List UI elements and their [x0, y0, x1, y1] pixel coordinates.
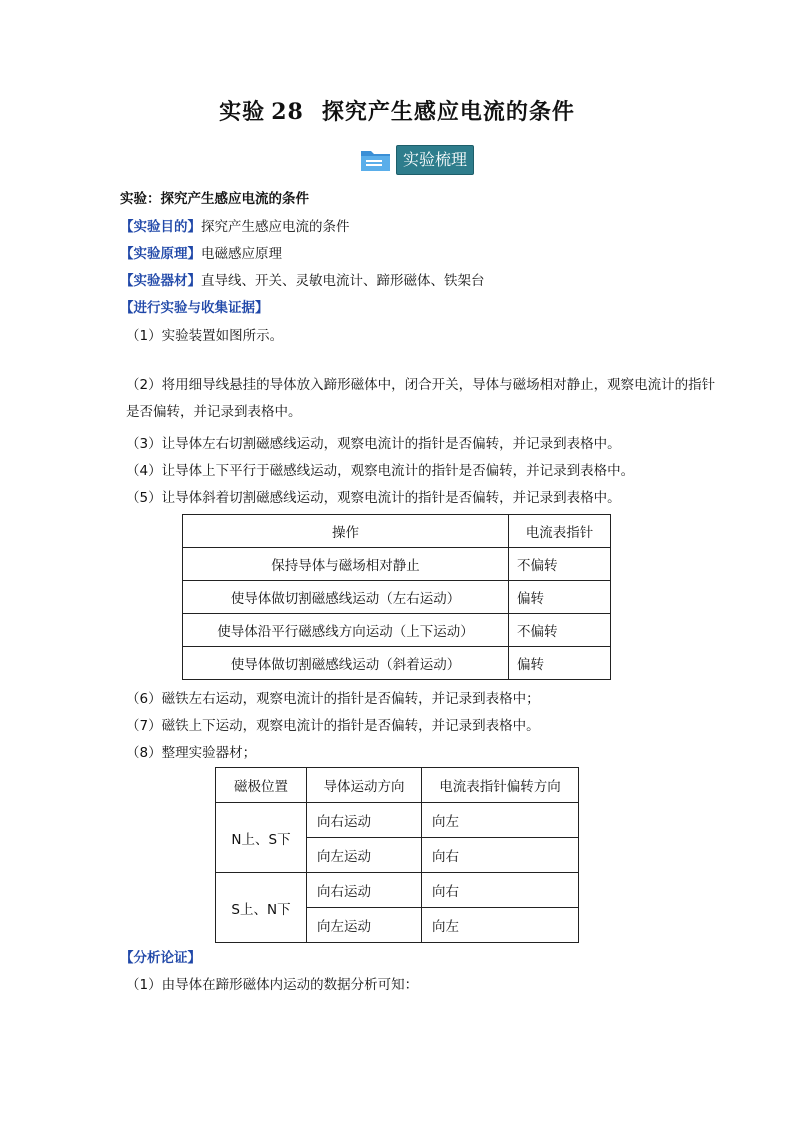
section-badge	[360, 146, 474, 174]
title-text: 探究产生感应电流的条件	[321, 99, 575, 125]
principle-line	[120, 242, 282, 262]
analysis-step-1: （1）由导体在蹄形磁体内运动的数据分析可知：	[126, 977, 419, 993]
table-cell: 偏转	[509, 581, 611, 614]
step-4: （4）让导体上下平行于磁感线运动，观察电流计的指针是否偏转，并记录到表格中。	[126, 463, 635, 479]
table-cell: 使导体做切割磁感线运动（斜着运动）	[183, 647, 509, 680]
table-cell: 向右	[422, 838, 579, 873]
step-6: （6）磁铁左右运动，观察电流计的指针是否偏转，并记录到表格中；	[126, 691, 540, 707]
principle-text: 电磁感应原理	[201, 246, 282, 262]
table-row	[216, 873, 579, 908]
table-header: 电流表指针	[509, 515, 611, 548]
table-row	[183, 614, 611, 647]
direction-table	[215, 767, 579, 943]
page-title	[0, 95, 794, 126]
table-header: 电流表指针偏转方向	[422, 768, 579, 803]
step-3: （3）让导体左右切割磁感线运动，观察电流计的指针是否偏转，并记录到表格中。	[126, 436, 621, 452]
table-cell: 偏转	[509, 647, 611, 680]
table-header: 磁极位置	[216, 768, 307, 803]
results-table	[182, 514, 611, 680]
table-header: 导体运动方向	[307, 768, 422, 803]
table-cell: 向右运动	[307, 873, 422, 908]
table-cell: 不偏转	[509, 548, 611, 581]
title-number: 28	[271, 99, 304, 125]
step-2: （2）将用细导线悬挂的导体放入蹄形磁体中，闭合开关，导体与磁场相对静止，观察电流计的指针是否偏转，并记录到表格中。	[126, 377, 716, 420]
table-cell: 向右运动	[307, 803, 422, 838]
table-header: 操作	[183, 515, 509, 548]
step-7: （7）磁铁上下运动，观察电流计的指针是否偏转，并记录到表格中。	[126, 718, 540, 734]
table-cell: 向右	[422, 873, 579, 908]
magnet-position-cell: S上、N下	[216, 873, 307, 943]
table-cell: 向左运动	[307, 838, 422, 873]
table-cell: 不偏转	[509, 614, 611, 647]
table-cell: 使导体做切割磁感线运动（左右运动）	[183, 581, 509, 614]
table-cell: 向左	[422, 803, 579, 838]
table-row	[183, 647, 611, 680]
table-row	[183, 548, 611, 581]
step-5: （5）让导体斜着切割磁感线运动，观察电流计的指针是否偏转，并记录到表格中。	[126, 490, 621, 506]
purpose-line	[120, 215, 350, 235]
table-cell: 向左运动	[307, 908, 422, 943]
table-cell: 使导体沿平行磁感线方向运动（上下运动）	[183, 614, 509, 647]
materials-text: 直导线、开关、灵敏电流计、蹄形磁体、铁架台	[201, 273, 485, 289]
table-header-row	[183, 515, 611, 548]
section-heading: 实验：探究产生感应电流的条件	[120, 191, 309, 207]
table-cell: 保持导体与磁场相对静止	[183, 548, 509, 581]
procedure-label: 【进行实验与收集证据】	[120, 300, 269, 316]
table-row	[216, 803, 579, 838]
table-header-row	[216, 768, 579, 803]
principle-label: 【实验原理】	[120, 246, 201, 262]
section-badge-label: 实验梳理	[396, 145, 474, 175]
purpose-label: 【实验目的】	[120, 219, 201, 235]
magnet-position-cell: N上、S下	[216, 803, 307, 873]
step-1: （1）实验装置如图所示。	[126, 328, 284, 344]
step-8: （8）整理实验器材；	[126, 745, 257, 761]
table-row	[183, 581, 611, 614]
purpose-text: 探究产生感应电流的条件	[201, 219, 350, 235]
analysis-label: 【分析论证】	[120, 950, 201, 966]
materials-line	[120, 269, 485, 289]
materials-label: 【实验器材】	[120, 273, 201, 289]
folder-icon	[360, 147, 392, 173]
title-prefix: 实验	[219, 99, 266, 125]
table-cell: 向左	[422, 908, 579, 943]
